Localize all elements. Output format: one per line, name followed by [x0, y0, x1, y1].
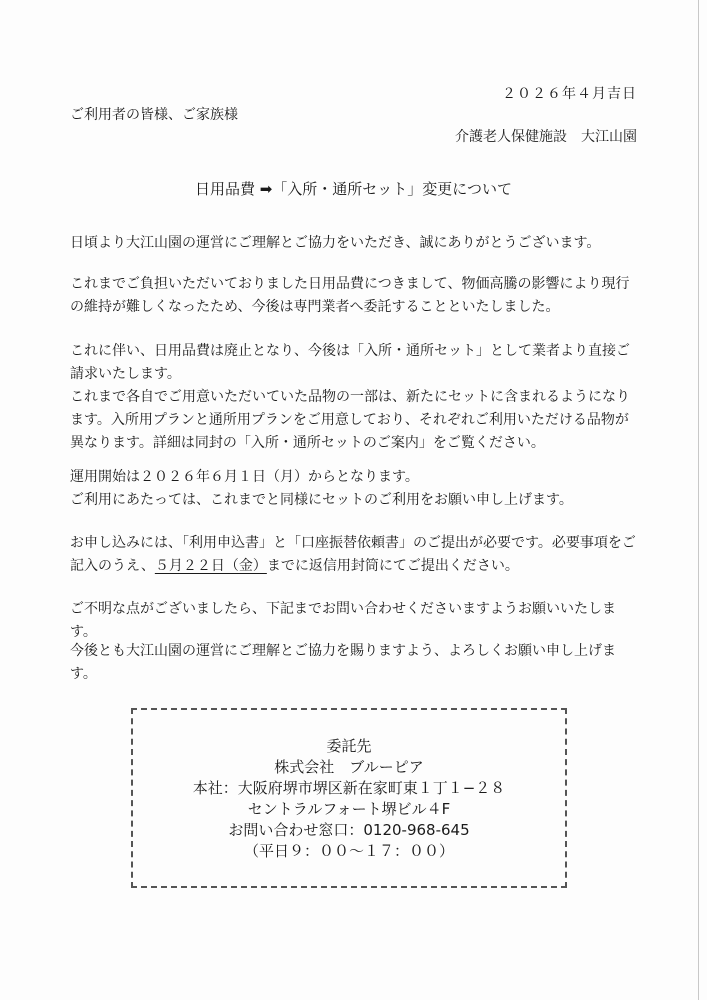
contact-company: 株式会社 ブルーピア	[274, 758, 424, 776]
application-text-end: までに返信用封筒にてご提出ください。	[266, 558, 519, 574]
deadline-date: ５月２２日（金）	[154, 558, 267, 574]
start-date-paragraph	[70, 466, 642, 512]
application-text: お申し込みには、「利用申込書」と「口座振替依頼書」のご提出が必要です。必要事項をご記入のうえ、	[70, 535, 636, 574]
outsourcing-paragraph: これまでご負担いただいておりました日用品費につきまして、物価高騰の影響により現行の維持が難しくなったため、今後は専門業者へ委託することといたしました。	[70, 276, 630, 315]
application-paragraph	[70, 532, 642, 578]
scan-edge-line	[698, 0, 699, 1000]
usage-request-line: ご利用にあたっては、これまでと同様にセットのご利用をお願い申し上げます。	[70, 492, 573, 508]
contact-address-2: セントラルフォート堺ビル４F	[247, 800, 451, 818]
letter-date: ２０２６年４月吉日	[502, 86, 637, 102]
contact-phone: お問い合わせ窓口：0120-968-645	[228, 821, 470, 839]
greeting-paragraph: 日頃より大江山園の運営にご理解とご協力をいただき、誠にありがとうございます。	[70, 235, 601, 251]
set-details-paragraph	[70, 340, 642, 455]
contact-address-1: 本社：大阪府堺市堺区新在家町東１丁１−２８	[192, 779, 506, 797]
contact-box	[131, 708, 567, 888]
start-date-line: 運用開始は２０２６年６月１日（月）からとなります。	[70, 469, 419, 485]
contact-hours: （平日９：００〜１７：００）	[243, 842, 454, 860]
set-details-line-2: これまで各自でご用意いただいていた品物の一部は、新たにセットに含まれるようになります。入所用プランと通所用プランをご用意しており、それぞれご利用いただける品物が異なります。詳細は同封の「入所・通所セットのご案内」をご覧ください。	[70, 389, 630, 451]
closing-paragraph: 今後とも大江山園の運営にご理解とご協力を賜りますよう、よろしくお願い申し上げます。	[70, 643, 616, 682]
inquiry-paragraph: ご不明な点がございましたら、下記までお問い合わせくださいますようお願いいたします。	[70, 601, 616, 640]
sender: 介護老人保健施設 大江山園	[455, 129, 637, 145]
letter-title: 日用品費 ➡「入所・通所セット」変更について	[194, 180, 513, 198]
contact-lines	[133, 736, 565, 862]
addressee: ご利用者の皆様、ご家族様	[70, 107, 238, 123]
set-details-line-1: これに伴い、日用品費は廃止となり、今後は「入所・通所セット」として業者より直接ご請求いたします。	[70, 343, 630, 382]
contact-heading: 委託先	[326, 737, 372, 755]
